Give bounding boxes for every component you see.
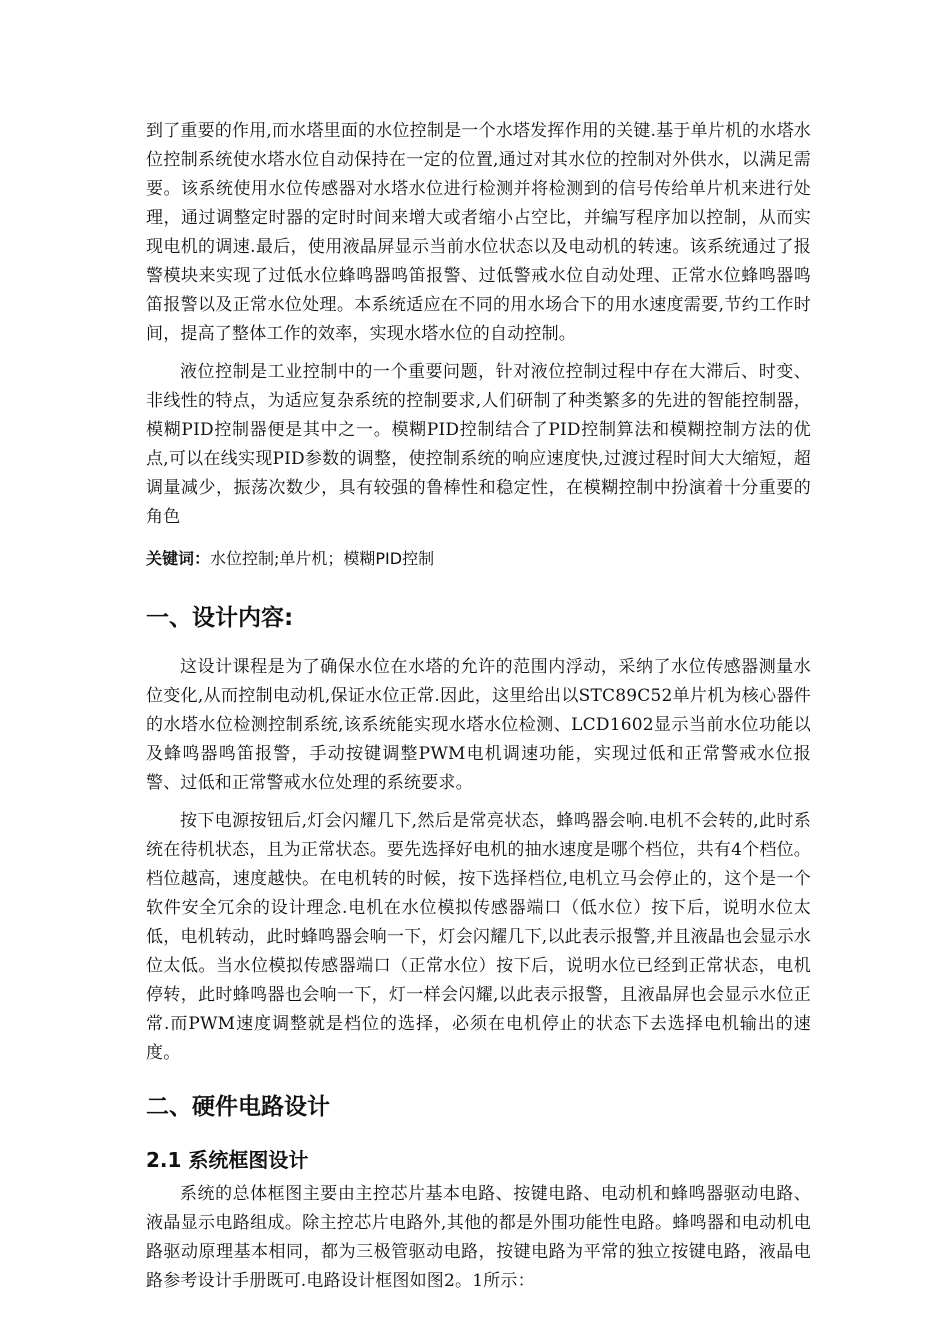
abstract-paragraph-1: 到了重要的作用,而水塔里面的水位控制是一个水塔发挥作用的关键.基于单片机的水塔水位控制系统使水塔水位自动保持在一定的位置,通过对其水位的控制对外供水，以满足需要。该系统使用水位传感器对水塔水位进行检测并将检测到的信号传给单片机来进行处理，通过调整定时器的定时时间来增大或者缩小占空比，并编写程序加以控制，从而实现电机的调速.最后，使用液晶屏显示当前水位状态以及电动机的转速。该系统通过了报警模块来实现了过低水位蜂鸣器鸣笛报警、过低警戒水位自动处理、正常水位蜂鸣器鸣笛报警以及正常水位处理。本系统适应在不同的用水场合下的用水速度需要,节约工作时间，提高了整体工作的效率，实现水塔水位的自动控制。 bbox=[146, 121, 811, 344]
section-2-heading: 二、硬件电路设计 bbox=[146, 1094, 330, 1120]
keywords-label: 关键词： bbox=[146, 549, 211, 568]
section-1-heading: 一、设计内容: bbox=[146, 605, 294, 631]
abstract-paragraph-2: 液位控制是工业控制中的一个重要问题，针对液位控制过程中存在大滞后、时变、非线性的特点，为适应复杂系统的控制要求,人们研制了种类繁多的先进的智能控制器，模糊PID控制器便是其中之一。模糊PID控制结合了PID控制算法和模糊控制方法的优点,可以在线实现PID参数的调整，使控制系统的响应速度快,过渡过程时间大大缩短，超调量减少，振荡次数少，具有较强的鲁棒性和稳定性，在模糊控制中扮演着十分重要的角色 bbox=[146, 362, 811, 527]
document-page bbox=[146, 117, 811, 1296]
section-1-paragraph-1: 这设计课程是为了确保水位在水塔的允许的范围内浮动，采纳了水位传感器测量水位变化,从而控制电动机,保证水位正常.因此，这里给出以STC89C52单片机为核心器件的水塔水位检测控制系统,该系统能实现水塔水位检测、LCD1602显示当前水位功能以及蜂鸣器鸣笛报警，手动按键调整PWM电机调速功能，实现过低和正常警戒水位报警、过低和正常警戒水位处理的系统要求。 bbox=[146, 657, 811, 793]
keywords-text: 水位控制;单片机；模糊PID控制 bbox=[210, 549, 435, 568]
section-1-paragraph-2: 按下电源按钮后,灯会闪耀几下,然后是常亮状态，蜂鸣器会响.电机不会转的,此时系统在待机状态，且为正常状态。要先选择好电机的抽水速度是哪个档位，共有4个档位。档位越高，速度越快。在电机转的时候，按下选择档位,电机立马会停止的，这个是一个软件安全冗余的设计理念.电机在水位模拟传感器端口（低水位）按下后，说明水位太低，电机转动，此时蜂鸣器会响一下，灯会闪耀几下,以此表示报警,并且液晶也会显示水位太低。当水位模拟传感器端口（正常水位）按下后，说明水位已经到正常状态，电机停转，此时蜂鸣器也会响一下，灯一样会闪耀,以此表示报警，且液晶屏也会显示水位正常.而PWM速度调整就是档位的选择，必须在电机停止的状态下去选择电机输出的速度。 bbox=[146, 811, 811, 1063]
keywords-line bbox=[146, 544, 811, 573]
section-2-1-paragraph-1: 系统的总体框图主要由主控芯片基本电路、按键电路、电动机和蜂鸣器驱动电路、液晶显示电路组成。除主控芯片电路外,其他的都是外围功能性电路。蜂鸣器和电动机电路驱动原理基本相同，都为三极管驱动电路，按键电路为平常的独立按键电路，液晶电路参考设计手册既可.电路设计框图如图2。1所示： bbox=[146, 1184, 811, 1291]
section-2-1-heading: 2.1 系统框图设计 bbox=[146, 1148, 309, 1172]
